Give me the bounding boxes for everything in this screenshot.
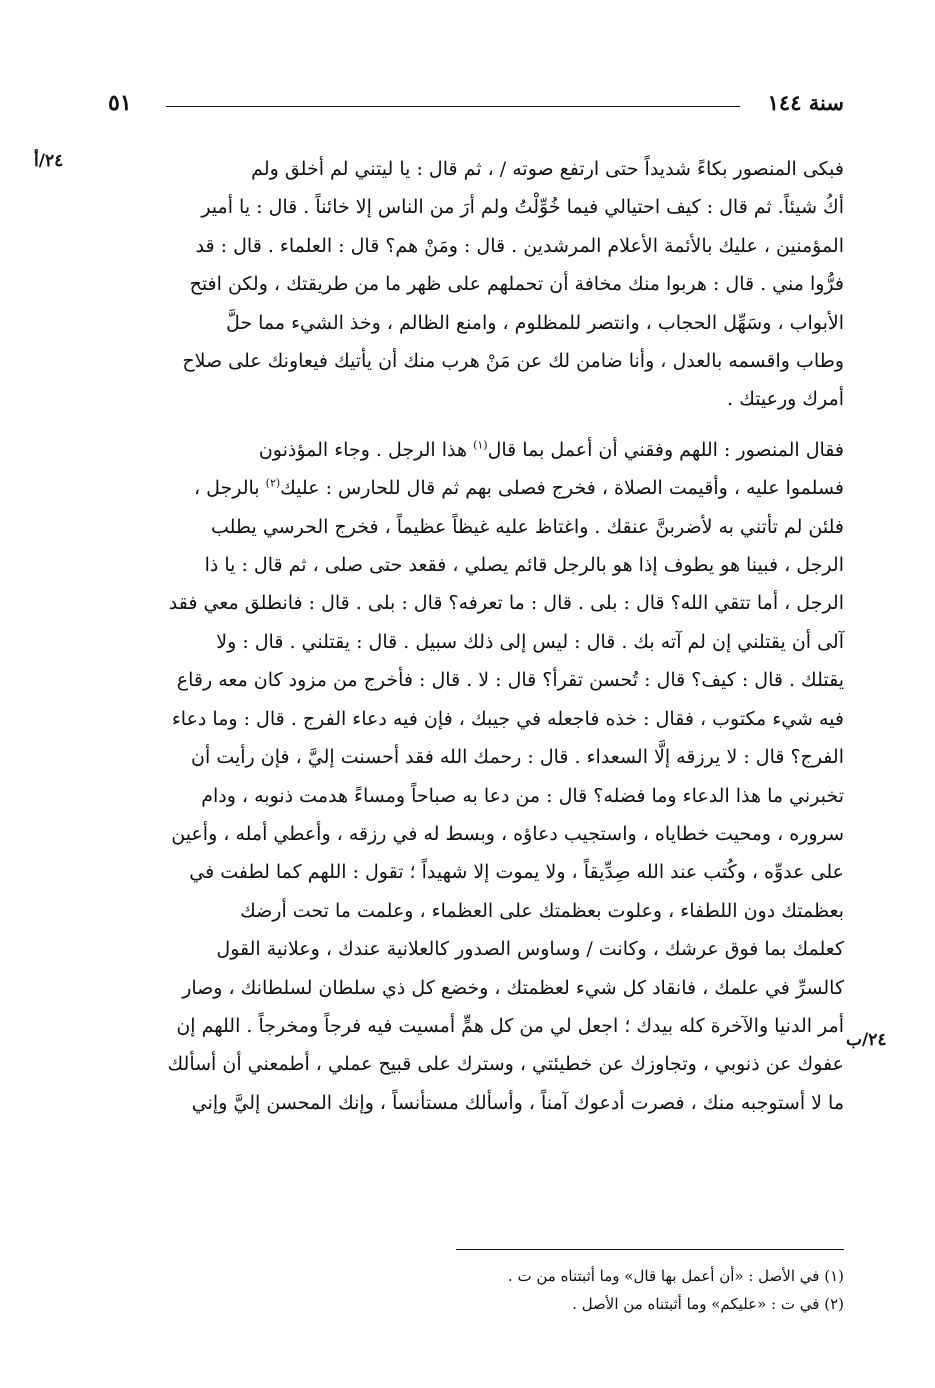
text-line: فيه شيء مكتوب ، فقال : خذه فاجعله في جيبك ، فإن فيه دعاء الفرج . قال : وما دعاء <box>171 707 844 730</box>
text-line: على عدوِّه ، وكُتب عند الله صِدِّيقاً ، ولا يموت إلا شهيداً ؛ تقول : اللهم كما لطفت في <box>189 861 844 884</box>
footnote: (٢) في ت : «عليكم» وما أثبتناه من الأصل . <box>572 1295 844 1313</box>
text-line: الأبواب ، وسَهِّل الحجاب ، وانتصر للمظلوم ، وامنع الظالم ، وخذ الشيء مما حلَّ <box>225 311 844 334</box>
text-line: أمرك ورعيتك . <box>727 388 844 411</box>
text-line: بعظمتك دون اللطفاء ، وعلوت بعظمتك على العظماء ، وعلمت ما تحت أرضك <box>240 899 844 922</box>
footnotes <box>108 1262 844 1318</box>
page-header <box>108 90 844 130</box>
text-line: بالرجل ، <box>193 477 266 500</box>
paragraph <box>108 150 844 419</box>
text-line: سروره ، ومحيت خطاياه ، واستجيب دعاؤه ، وبسط له في رزقه ، وأعطي أمله ، وأعين <box>171 822 844 845</box>
footnote: (١) في الأصل : «أن أعمل بها قال» وما أثبتناه من ت . <box>507 1267 844 1285</box>
paragraph <box>108 431 844 1122</box>
footnote-rule <box>456 1249 844 1250</box>
text-line: فلئن لم تأتني به لأضربنَّ عنقك . واغتاظ عليه غيظاً عظيماً ، فخرج الحرسي يطلب <box>210 515 844 538</box>
text-line: كعلمك بما فوق عرشك ، وكانت / وساوس الصدور كالعلانية عندك ، وعلانية القول <box>216 938 844 961</box>
text-line: فسلموا عليه ، وأقيمت الصلاة ، فخرج فصلى بهم ثم قال للحارس : عليك <box>280 477 844 500</box>
running-head: سنة ١٤٤ <box>767 90 844 115</box>
text-line: يقتلك . قال : كيف؟ قال : تُحسن تقرأ؟ قال : لا . قال : فأخرج من مزود كان معه رقاع <box>176 669 844 692</box>
text-line: عفوك عن ذنوبي ، وتجاوزك عن خطيئتي ، وسترك على قبيح عملي ، أطمعني أن أسألك <box>167 1053 844 1076</box>
text-line: أكُ شيئاً. ثم قال : كيف احتيالي فيما خُوِّلْتُ ولم أرَ من الناس إلا خائناً . قال : يا أمير <box>201 196 844 219</box>
text-line: كالسرِّ في علمك ، فانقاد كل شيء لعظمتك ، وخضع كل ذي سلطان لسلطانك ، وصار <box>182 976 844 999</box>
text-line: وطاب واقسمه بالعدل ، وأنا ضامن لك عن مَنْ هرب منك أن يأتيك فيعاونك على صلاح <box>182 350 844 373</box>
text-line: الرجل ، أما تتقي الله؟ قال : بلى . قال : ما تعرفه؟ قال : بلى . قال : فانطلق معي فقد <box>168 592 844 615</box>
text-line: الفرج؟ قال : لا يرزقه إلَّا السعداء . قال : رحمك الله فقد أحسنت إليَّ ، فإن رأيت أن <box>191 746 844 769</box>
page-number: ٥١ <box>108 90 132 116</box>
text-line: الرجل ، فبينا هو يطوف إذا هو بالرجل قائم يصلي ، فقعد حتى صلى ، ثم قال : يا ذا <box>204 554 844 577</box>
text-line: فبكى المنصور بكاءً شديداً حتى ارتفع صوته / ، ثم قال : يا ليتني لم أخلق ولم <box>251 158 844 180</box>
footnote-ref: (١) <box>473 438 488 452</box>
text-line: تخبرني ما هذا الدعاء وما فضله؟ قال : من دعا به صباحاً ومساءً هدمت ذنوبه ، ودام <box>201 784 844 807</box>
footnote-ref: (٢) <box>265 476 281 490</box>
margin-folio-note: ٢٤/ب <box>846 1030 887 1050</box>
text-line: أمر الدنيا والآخرة كله بيدك ؛ اجعل لي من كل همٍّ أمسيت فيه فرجاً ومخرجاً . اللهم إن <box>176 1014 844 1037</box>
main-text <box>108 150 844 1122</box>
text-line: هذا الرجل . وجاء المؤذنون <box>258 438 474 461</box>
text-line: المؤمنين ، عليك بالأئمة الأعلام المرشدين . قال : ومَنْ هم؟ قال : العلماء . قال : قد <box>195 234 844 257</box>
header-rule <box>166 106 740 107</box>
text-line: آلى أن يقتلني إن لم آته بك . قال : ليس إلى ذلك سبيل . قال : يقتلني . قال : ولا <box>216 630 844 653</box>
text-line: فقال المنصور : اللهم وفقني أن أعمل بما قال <box>487 438 844 461</box>
text-line: فرُّوا مني . قال : هربوا منك مخافة أن تحملهم على ظهر ما من طريقتك ، ولكن افتح <box>189 273 844 296</box>
margin-folio-note: ٢٤/أ <box>34 151 64 171</box>
text-line: ما لا أستوجبه منك ، فصرت أدعوك آمناً ، وأسألك مستأنساً ، وإنك المحسن إليَّ وإني <box>191 1091 844 1114</box>
